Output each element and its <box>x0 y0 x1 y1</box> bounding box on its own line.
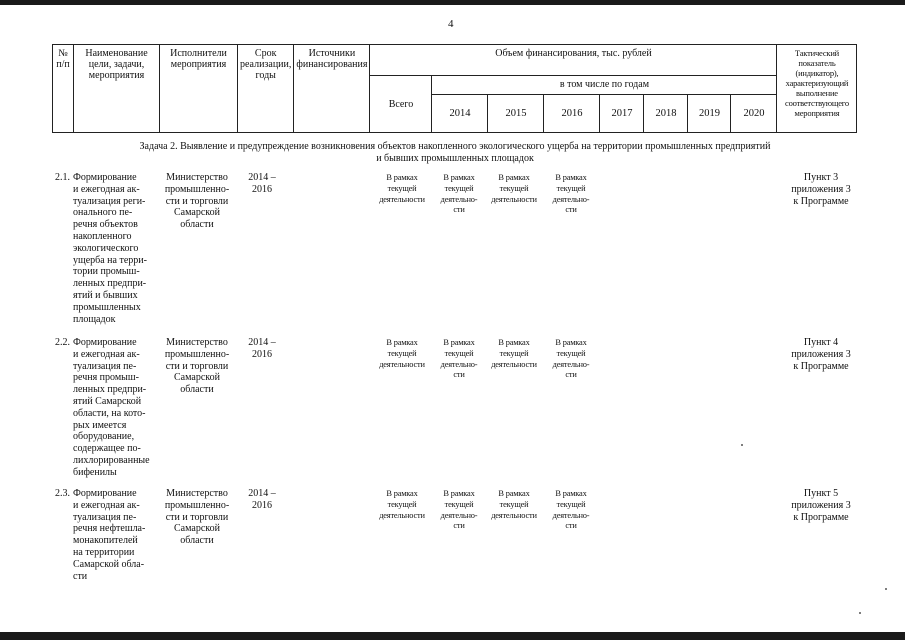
funding-cell-line: В рамках <box>555 173 587 182</box>
tactical-indicator-line: к Программе <box>793 195 849 207</box>
measure-name-line: экологического <box>73 242 139 254</box>
measure-name-line: Формирование <box>73 172 137 183</box>
executor-line: Министерство <box>166 172 228 183</box>
measure-name-line: туализация пе- <box>73 360 137 372</box>
funding-cell <box>486 489 542 521</box>
executor-line: сти и торговли <box>165 360 229 372</box>
tactical-indicator-line: приложения 3 <box>791 348 851 360</box>
funding-cell <box>543 489 599 532</box>
measure-name-line: оборудование, <box>73 431 135 443</box>
measure-name-line: монакопителей <box>73 535 138 547</box>
measure-name-line: содержащее по- <box>73 443 141 455</box>
executor-line: области <box>180 535 214 547</box>
funding-cell-line: В рамках <box>386 173 418 182</box>
tactical-indicator-line: Пункт 5 <box>803 488 839 499</box>
header-year-2017: 2017 <box>600 95 644 133</box>
funding-cell <box>431 173 487 216</box>
measure-name-line: и ежегодная ак- <box>73 499 140 511</box>
task-title <box>60 141 850 165</box>
executor-line: Самарской <box>174 523 220 535</box>
executor-line: Самарской <box>174 372 220 384</box>
tactical-indicator <box>782 172 860 207</box>
executor <box>159 337 235 396</box>
funding-cell-line: текущей <box>444 499 474 509</box>
page-number: 4 <box>448 18 454 30</box>
executor-line: сти и торговли <box>165 511 229 523</box>
measure-name-line: бифенилы <box>73 466 117 478</box>
tactical-indicator <box>782 488 860 523</box>
executor-line: промышленно- <box>164 183 230 195</box>
funding-cell-line: В рамках <box>386 338 418 347</box>
funding-cell <box>431 489 487 532</box>
funding-cell-line: сти <box>453 205 465 215</box>
measure-name-line: промышленных <box>73 301 141 313</box>
funding-cell-line: В рамках <box>555 489 587 498</box>
funding-cell-line: текущей <box>387 499 417 509</box>
funding-cell-line: текущей <box>444 348 474 358</box>
header-year-2020: 2020 <box>731 95 777 133</box>
executor-line: Самарской <box>174 207 220 219</box>
funding-cell-line: текущей <box>556 499 586 509</box>
funding-cell-line: сти <box>453 370 465 380</box>
measure-name-line: Формирование <box>73 337 137 348</box>
tactical-indicator <box>782 337 860 372</box>
funding-cell-line: сти <box>565 370 577 380</box>
funding-cell-line: деятельно- <box>440 510 478 520</box>
tactical-indicator-line: к Программе <box>793 360 849 372</box>
row-number: 2.1. <box>55 172 70 183</box>
header-executors: Исполнители мероприятия <box>160 45 238 133</box>
funding-cell-line: текущей <box>387 348 417 358</box>
funding-cell-line: деятельно- <box>440 194 478 204</box>
header-year-2014: 2014 <box>432 95 488 133</box>
measure-name-line: ленных предпри- <box>73 384 147 396</box>
measure-name-line: тории промыш- <box>73 266 140 278</box>
funding-cell <box>374 173 430 205</box>
executor-line: области <box>180 384 214 396</box>
executor-line: Министерство <box>166 337 228 348</box>
funding-cell-line: сти <box>565 521 577 531</box>
tactical-indicator-line: к Программе <box>793 511 849 523</box>
tactical-indicator-line: приложения 3 <box>791 183 851 195</box>
implementation-period <box>242 172 282 196</box>
program-table-header <box>52 44 857 133</box>
funding-cell-line: деятельности <box>379 359 425 369</box>
header-year-2016: 2016 <box>544 95 600 133</box>
funding-cell-line: текущей <box>499 348 529 358</box>
funding-cell-line: деятельно- <box>552 359 590 369</box>
funding-cell-line: текущей <box>556 348 586 358</box>
funding-cell-line: В рамках <box>555 338 587 347</box>
funding-cell-line: деятельности <box>379 194 425 204</box>
header-name: Наименование цели, задачи, мероприятия <box>74 45 160 133</box>
scan-speck <box>859 612 861 614</box>
measure-name <box>73 337 156 479</box>
funding-cell-line: деятельности <box>491 510 537 520</box>
implementation-period-line: 2016 <box>252 183 272 195</box>
funding-cell <box>486 338 542 370</box>
executor-line: области <box>180 219 214 231</box>
scan-top-edge <box>0 0 905 5</box>
header-tactical-indicator: Тактический показатель (индикатор), характеризующий выполнение соответствующего мероприятия <box>777 45 857 133</box>
task-title-line: Задача 2. Выявление и предупреждение возникновения объектов накопленного экологического ущерба на территории промышленных предприятий <box>139 141 771 152</box>
funding-cell-line: деятельности <box>379 510 425 520</box>
header-year-2015: 2015 <box>488 95 544 133</box>
measure-name <box>73 172 156 325</box>
funding-cell-line: текущей <box>387 183 417 193</box>
funding-cell-line: деятельно- <box>440 359 478 369</box>
implementation-period-line: 2014 – <box>248 337 276 348</box>
row-number: 2.3. <box>55 488 70 499</box>
header-number: № п/п <box>53 45 74 133</box>
funding-cell <box>543 173 599 216</box>
measure-name-line: туализация реги- <box>73 195 146 207</box>
measure-name-line: речня объектов <box>73 219 138 231</box>
funding-cell <box>374 338 430 370</box>
funding-cell-line: деятельности <box>491 359 537 369</box>
measure-name-line: речня промыш- <box>73 372 139 384</box>
funding-cell-line: В рамках <box>498 489 530 498</box>
executor-line: сти и торговли <box>165 195 229 207</box>
funding-cell <box>486 173 542 205</box>
implementation-period-line: 2014 – <box>248 488 276 499</box>
scan-bottom-edge <box>0 632 905 640</box>
measure-name-line: речня нефтешла- <box>73 523 146 535</box>
header-year-2019: 2019 <box>688 95 731 133</box>
implementation-period-line: 2016 <box>252 348 272 360</box>
measure-name-line: ятий Самарской <box>73 395 142 407</box>
executor <box>159 172 235 231</box>
measure-name-line: на территории <box>73 546 135 558</box>
executor-line: промышленно- <box>164 348 230 360</box>
implementation-period <box>242 488 282 512</box>
measure-name-line: площадок <box>73 313 116 325</box>
measure-name-line: туализация пе- <box>73 511 137 523</box>
measure-name-line: Формирование <box>73 488 137 499</box>
header-funding: Объем финансирования, тыс. рублей <box>370 45 777 76</box>
funding-cell-line: текущей <box>499 499 529 509</box>
scan-speck <box>741 444 743 446</box>
measure-name-line: ленных предпри- <box>73 278 147 290</box>
measure-name-line: и ежегодная ак- <box>73 348 140 360</box>
funding-cell-line: деятельно- <box>552 510 590 520</box>
funding-cell-line: текущей <box>444 183 474 193</box>
funding-cell-line: деятельности <box>491 194 537 204</box>
tactical-indicator-line: приложения 3 <box>791 499 851 511</box>
implementation-period <box>242 337 282 361</box>
funding-cell-line: В рамках <box>443 338 475 347</box>
funding-cell-line: текущей <box>499 183 529 193</box>
executor <box>159 488 235 547</box>
scan-speck <box>885 588 887 590</box>
tactical-indicator-line: Пункт 4 <box>803 337 839 348</box>
executor-line: Министерство <box>166 488 228 499</box>
funding-cell-line: В рамках <box>386 489 418 498</box>
measure-name-line: рых имеется <box>73 419 127 431</box>
measure-name-line: онального пе- <box>73 207 133 219</box>
funding-cell <box>431 338 487 381</box>
implementation-period-line: 2016 <box>252 499 272 511</box>
funding-cell-line: сти <box>453 521 465 531</box>
funding-cell-line: текущей <box>556 183 586 193</box>
executor-line: промышленно- <box>164 499 230 511</box>
row-number: 2.2. <box>55 337 70 348</box>
measure-name-line: ущерба на терри- <box>73 254 147 266</box>
header-year-2018: 2018 <box>644 95 688 133</box>
funding-cell-line: В рамках <box>443 489 475 498</box>
funding-cell <box>374 489 430 521</box>
measure-name <box>73 488 156 582</box>
funding-cell-line: В рамках <box>498 338 530 347</box>
measure-name-line: сти <box>73 570 88 582</box>
funding-cell-line: сти <box>565 205 577 215</box>
funding-cell <box>543 338 599 381</box>
measure-name-line: и ежегодная ак- <box>73 183 140 195</box>
implementation-period-line: 2014 – <box>248 172 276 183</box>
measure-name-line: области, на кото- <box>73 407 146 419</box>
funding-cell-line: В рамках <box>443 173 475 182</box>
tactical-indicator-line: Пункт 3 <box>803 172 839 183</box>
funding-cell-line: деятельно- <box>552 194 590 204</box>
funding-cell-line: В рамках <box>498 173 530 182</box>
measure-name-line: Самарской обла- <box>73 558 145 570</box>
header-sources: Источники финансирования <box>294 45 370 133</box>
measure-name-line: ятий и бывших <box>73 289 138 301</box>
task-title-line: и бывших промышленных площадок <box>376 153 534 164</box>
measure-name-line: накопленного <box>73 230 132 242</box>
header-by-years: в том числе по годам <box>432 76 777 95</box>
header-period: Срок реализации, годы <box>238 45 294 133</box>
header-total: Всего <box>370 76 432 133</box>
measure-name-line: лихлорированные <box>73 454 150 466</box>
